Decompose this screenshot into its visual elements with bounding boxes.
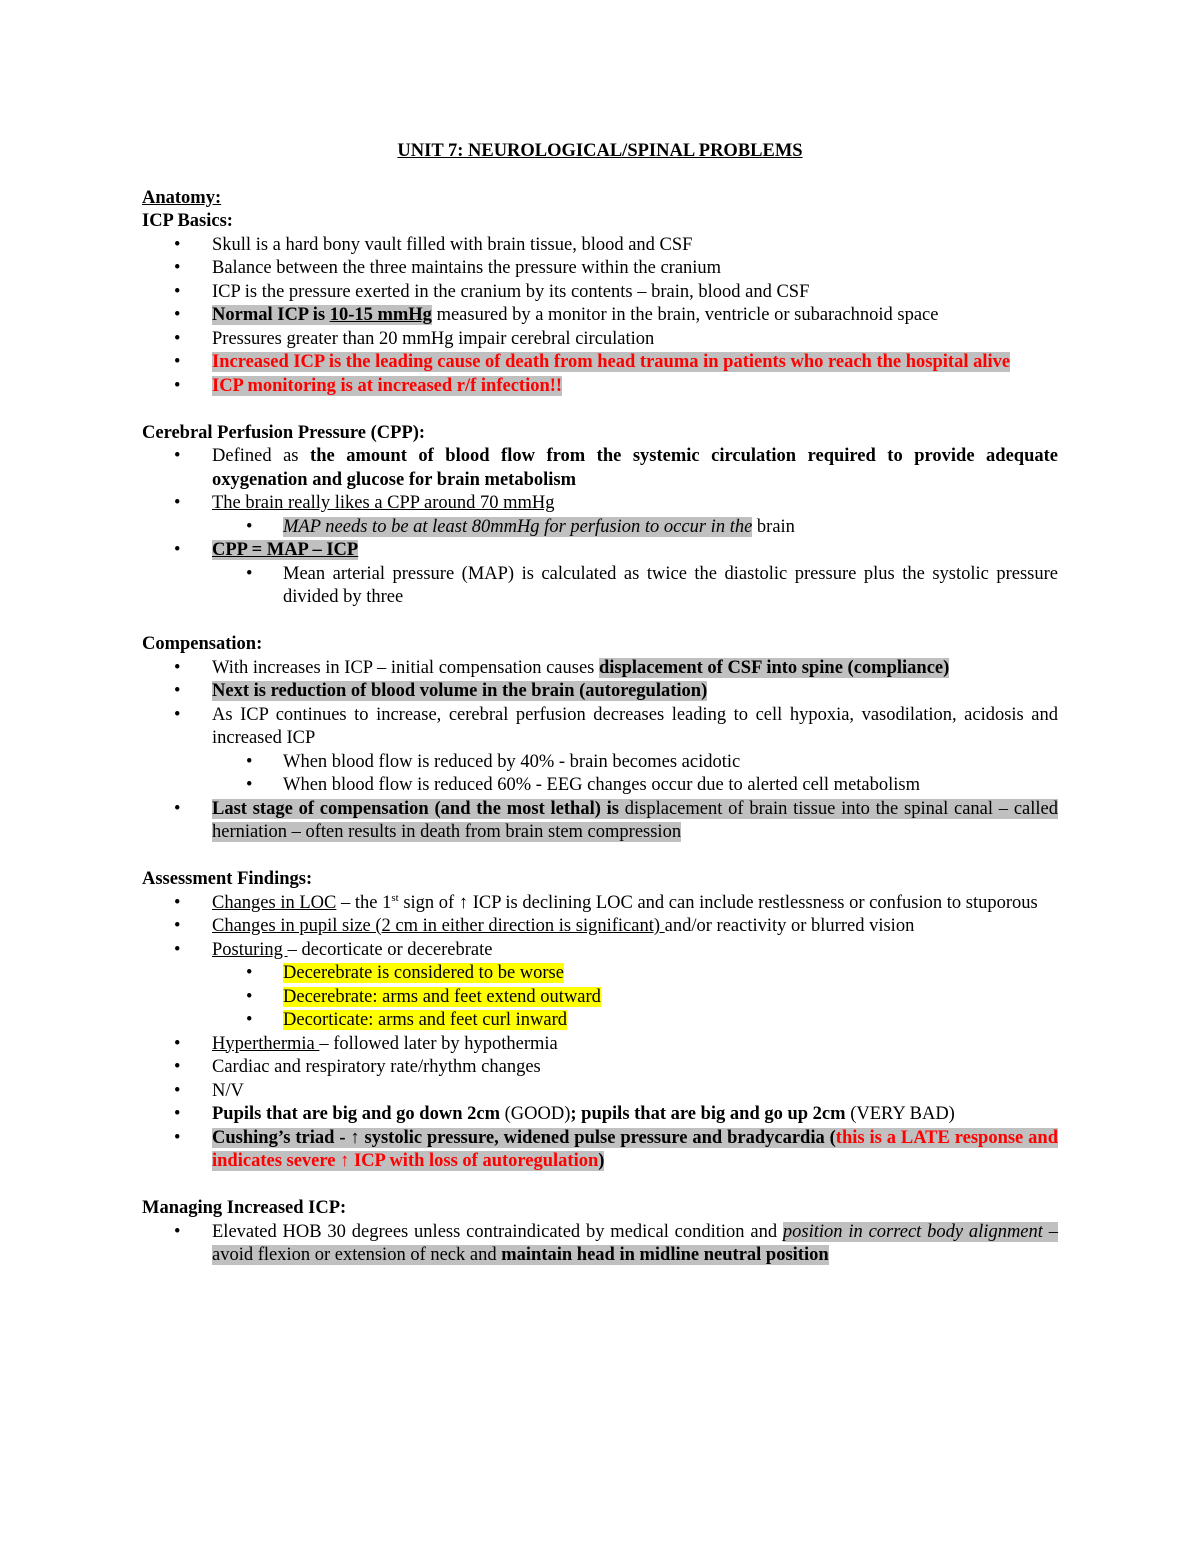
list-item: • Next is reduction of blood volume in the brain (autoregulation) xyxy=(142,680,1058,704)
list-item: • Changes in LOC – the 1st sign of ↑ ICP is declining LOC and can include restlessness or confusion to stuporous xyxy=(142,892,1058,916)
list-item: • Posturing – decorticate or decerebrate xyxy=(142,939,1058,963)
list-item: • Elevated HOB 30 degrees unless contraindicated by medical condition and position in correct body alignment – avoid flexion or extension of neck and maintain head in midline neutral position xyxy=(142,1221,1058,1268)
managing-list xyxy=(142,1221,1058,1268)
list-item: • When blood flow is reduced by 40% - brain becomes acidotic xyxy=(142,751,1058,775)
list-item: • Pupils that are big and go down 2cm (GOOD); pupils that are big and go up 2cm (VERY BAD) xyxy=(142,1103,1058,1127)
list-item: • As ICP continues to increase, cerebral perfusion decreases leading to cell hypoxia, vasodilation, acidosis and increased ICP xyxy=(142,704,1058,751)
list-item: • With increases in ICP – initial compensation causes displacement of CSF into spine (compliance) xyxy=(142,657,1058,681)
list-item: • Cardiac and respiratory rate/rhythm changes xyxy=(142,1056,1058,1080)
list-item: • ICP monitoring is at increased r/f infection!! xyxy=(142,375,1058,399)
cpp-list xyxy=(142,445,1058,610)
icp-basics-subheading: ICP Basics: xyxy=(142,211,233,231)
list-item: • Decorticate: arms and feet curl inward xyxy=(142,1009,1058,1033)
list-item: • CPP = MAP – ICP xyxy=(142,539,1058,563)
page-title: UNIT 7: NEUROLOGICAL/SPINAL PROBLEMS xyxy=(397,141,803,161)
document-page xyxy=(142,140,1058,1268)
list-item: • N/V xyxy=(142,1080,1058,1104)
list-item: • Increased ICP is the leading cause of death from head trauma in patients who reach the hospital alive xyxy=(142,351,1058,375)
cpp-heading: Cerebral Perfusion Pressure (CPP): xyxy=(142,422,426,443)
list-item: • Changes in pupil size (2 cm in either direction is significant) and/or reactivity or blurred vision xyxy=(142,915,1058,939)
managing-heading: Managing Increased ICP: xyxy=(142,1198,347,1218)
list-item: • Hyperthermia – followed later by hypothermia xyxy=(142,1033,1058,1057)
icp-basics-list xyxy=(142,234,1058,399)
list-item: • Pressures greater than 20 mmHg impair cerebral circulation xyxy=(142,328,1058,352)
assessment-heading: Assessment Findings: xyxy=(142,869,313,889)
list-item: • Last stage of compensation (and the most lethal) is displacement of brain tissue into the spinal canal – called herniation – often results in death from brain stem compression xyxy=(142,798,1058,845)
list-item: • Skull is a hard bony vault filled with brain tissue, blood and CSF xyxy=(142,234,1058,258)
anatomy-heading: Anatomy: xyxy=(142,187,222,208)
list-item: • Defined as the amount of blood flow from the systemic circulation required to provide adequate oxygenation and glucose for brain metabolism xyxy=(142,445,1058,492)
list-item: • Normal ICP is 10-15 mmHg measured by a monitor in the brain, ventricle or subarachnoid space xyxy=(142,304,1058,328)
compensation-heading: Compensation: xyxy=(142,634,263,654)
list-item: • Cushing’s triad - ↑ systolic pressure, widened pulse pressure and bradycardia (this is a LATE response and indicates severe ↑ ICP with loss of autoregulation) xyxy=(142,1127,1058,1174)
list-item: • Decerebrate: arms and feet extend outward xyxy=(142,986,1058,1010)
list-item: • When blood flow is reduced 60% - EEG changes occur due to alerted cell metabolism xyxy=(142,774,1058,798)
list-item: • Balance between the three maintains the pressure within the cranium xyxy=(142,257,1058,281)
list-item: • The brain really likes a CPP around 70 mmHg xyxy=(142,492,1058,516)
compensation-list xyxy=(142,657,1058,845)
list-item: • ICP is the pressure exerted in the cranium by its contents – brain, blood and CSF xyxy=(142,281,1058,305)
list-item: • Decerebrate is considered to be worse xyxy=(142,962,1058,986)
list-item: • MAP needs to be at least 80mmHg for perfusion to occur in the brain xyxy=(142,516,1058,540)
list-item: • Mean arterial pressure (MAP) is calculated as twice the diastolic pressure plus the systolic pressure divided by three xyxy=(142,563,1058,610)
assessment-list xyxy=(142,892,1058,1174)
